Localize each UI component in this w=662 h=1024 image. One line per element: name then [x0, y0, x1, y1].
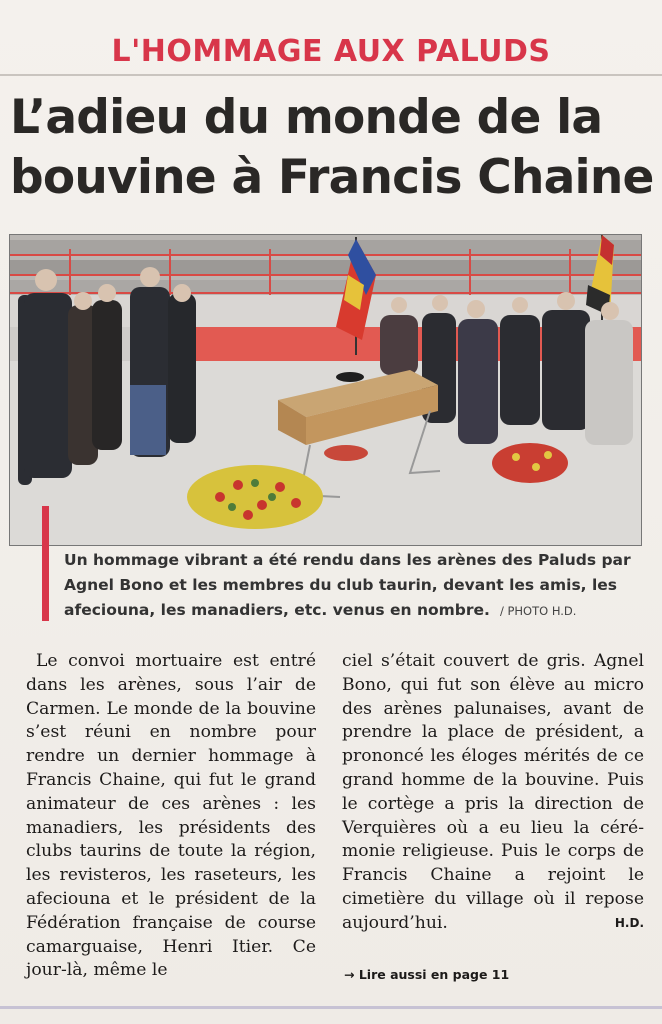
article-column-1	[26, 650, 316, 983]
article-headline: L’adieu du monde de la bouvine à Francis Chaine	[10, 90, 654, 205]
author-signature: H.D.	[614, 915, 644, 930]
article-text-col2: ciel s’était couvert de gris. Agnel Bono, qui fut son élève au micro des arènes palunaises, avant de prendre la place de président, a prononcé les éloges mérités de ce grand homme de la bouvine. Puis le cortège a pris la direction de Verquières où a eu lieu la cérémonie religieuse. Puis le corps de Francis Chaine a rejoint le cimetière du village où il repose aujourd’hui.	[342, 651, 644, 933]
article-photo	[9, 234, 642, 546]
article-column-2	[342, 650, 644, 936]
photo-credit: / PHOTO H.D.	[499, 604, 577, 618]
top-rule	[0, 74, 662, 76]
see-also-link: → Lire aussi en page 11	[344, 967, 510, 982]
section-rubric: L'HOMMAGE AUX PALUDS	[111, 34, 551, 69]
caption-accent-bar	[42, 506, 49, 621]
caption-text: Un hommage vibrant a été rendu dans les arènes des Paluds par Agnel Bono et les membres du club taurin, devant les amis, les afeciouna, les manadiers, etc. venus en nombre.	[64, 551, 631, 619]
bottom-rule	[0, 1006, 662, 1009]
article-text-col1: Le convoi mortuaire est entré dans les arènes, sous l’air de Carmen. Le monde de la bouvine s’est réuni en nombre pour rendre un dernier hommage à Francis Chaine, qui fut le grand animateur de ces arènes : les manadiers, les présidents des clubs taurins de toute la région, les revisteros, les raseteurs, les afeciouna et le président de la Fédération française de course camarguaise, Henri Itier. Ce jour-là, même le	[26, 651, 316, 981]
photo-caption	[64, 548, 654, 624]
